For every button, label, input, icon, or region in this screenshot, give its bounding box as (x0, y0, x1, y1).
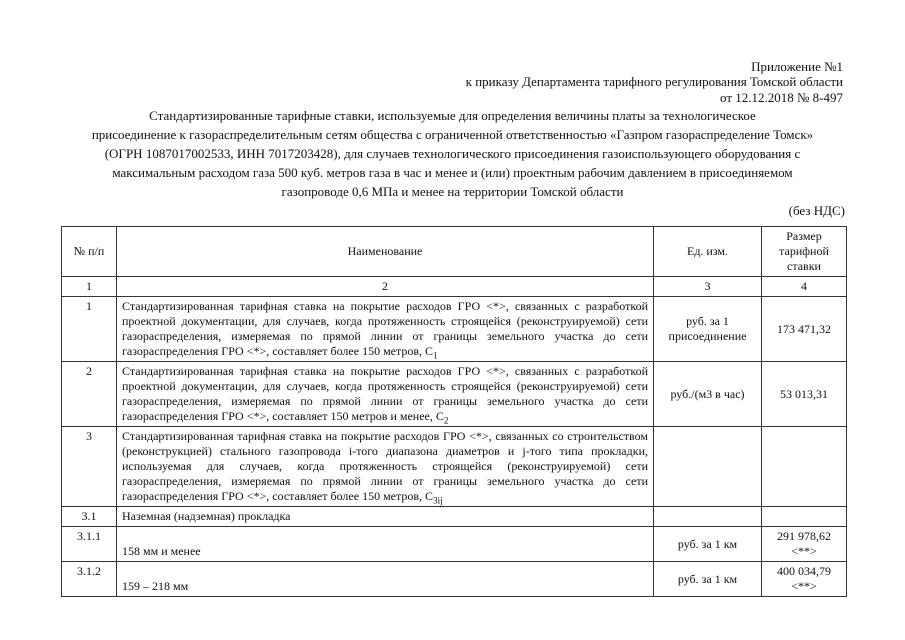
col-header-num: № п/п (62, 227, 117, 277)
row-name: Наземная (надземная) прокладка (117, 507, 654, 527)
table-row (62, 362, 847, 427)
row-number: 2 (62, 362, 117, 427)
order-reference: к приказу Департамента тарифного регулирования Томской области (465, 74, 843, 89)
row-rate: 400 034,79 <**> (762, 562, 847, 597)
col-number: 4 (762, 277, 847, 297)
title-line: газопроводе 0,6 МПа и менее на территории Томской области (281, 184, 624, 199)
row-unit (654, 507, 762, 527)
col-number: 2 (117, 277, 654, 297)
title-line: присоединение к газораспределительным сетям общества с ограниченной ответственностью «Газпром газораспределение Томск» (91, 127, 814, 142)
row-unit: руб. за 1 км (654, 527, 762, 562)
appendix-number: Приложение №1 (751, 59, 843, 74)
row-rate (762, 507, 847, 527)
tariff-table (61, 226, 847, 597)
table-header-row (62, 227, 847, 277)
row-name: Стандартизированная тарифная ставка на покрытие расходов ГРО <*>, связанных с разработкой проектной документации, для случаев, когда протяженность строящейся (реконструируемой) сети газораспределения, измеряемая по прямой линии от границы земельного участка до сети газораспределения ГРО <*>, составляет более 150 метров, $С_1$ (117, 297, 654, 362)
row-rate: 53 013,31 (762, 362, 847, 427)
row-number: 1 (62, 297, 117, 362)
order-date: от 12.12.2018 № 8-497 (720, 90, 843, 105)
table-row (62, 562, 847, 597)
row-number: 3.1 (62, 507, 117, 527)
row-unit: руб./(м3 в час) (654, 362, 762, 427)
title-line: Стандартизированные тарифные ставки, используемые для определения величины платы за технологическое (149, 108, 756, 123)
row-name: Стандартизированная тарифная ставка на покрытие расходов ГРО <*>, связанных со строительством (реконструкцией) стального газопровода i-того диапазона диаметров и j-того типа прокладки, используемая для случаев, когда протяженность строящейся (реконструируемой) сети газораспределения, измеряемая по прямой линии от границы земельного участка до сети газораспределения ГРО <*>, составляет более 150 метров, $С_{3ij}$ (117, 427, 654, 507)
table-row (62, 527, 847, 562)
title-line: максимальным расходом газа 500 куб. метров газа в час и менее и (или) проектным рабочим давлением в присоединяемом (112, 165, 793, 180)
col-header-unit: Ед. изм. (654, 227, 762, 277)
row-name: 158 мм и менее (117, 527, 654, 562)
col-number: 3 (654, 277, 762, 297)
row-rate: 291 978,62 <**> (762, 527, 847, 562)
column-number-row (62, 277, 847, 297)
row-number: 3 (62, 427, 117, 507)
row-name: 159 – 218 мм (117, 562, 654, 597)
row-rate: 173 471,32 (762, 297, 847, 362)
row-number: 3.1.1 (62, 527, 117, 562)
col-header-rate: Размер тарифной ставки (762, 227, 847, 277)
document-title (60, 106, 845, 201)
row-rate (762, 427, 847, 507)
table-row (62, 427, 847, 507)
row-number: 3.1.2 (62, 562, 117, 597)
row-unit: руб. за 1 присоединение (654, 297, 762, 362)
row-unit: руб. за 1 км (654, 562, 762, 597)
table-row (62, 507, 847, 527)
row-unit (654, 427, 762, 507)
table-row (62, 297, 847, 362)
row-name: Стандартизированная тарифная ставка на покрытие расходов ГРО <*>, связанных с разработкой проектной документации, для случаев, когда протяженность строящейся (реконструируемой) сети газораспределения, измеряемая по прямой линии от границы земельного участка до сети газораспределения ГРО <*>, составляет 150 метров и менее, $С_2$ (117, 362, 654, 427)
vat-note: (без НДС) (788, 203, 845, 218)
col-header-name: Наименование (117, 227, 654, 277)
col-number: 1 (62, 277, 117, 297)
title-line: (ОГРН 1087017002533, ИНН 7017203428), для случаев технологического присоединения газоиспользующего оборудования с (104, 146, 801, 161)
